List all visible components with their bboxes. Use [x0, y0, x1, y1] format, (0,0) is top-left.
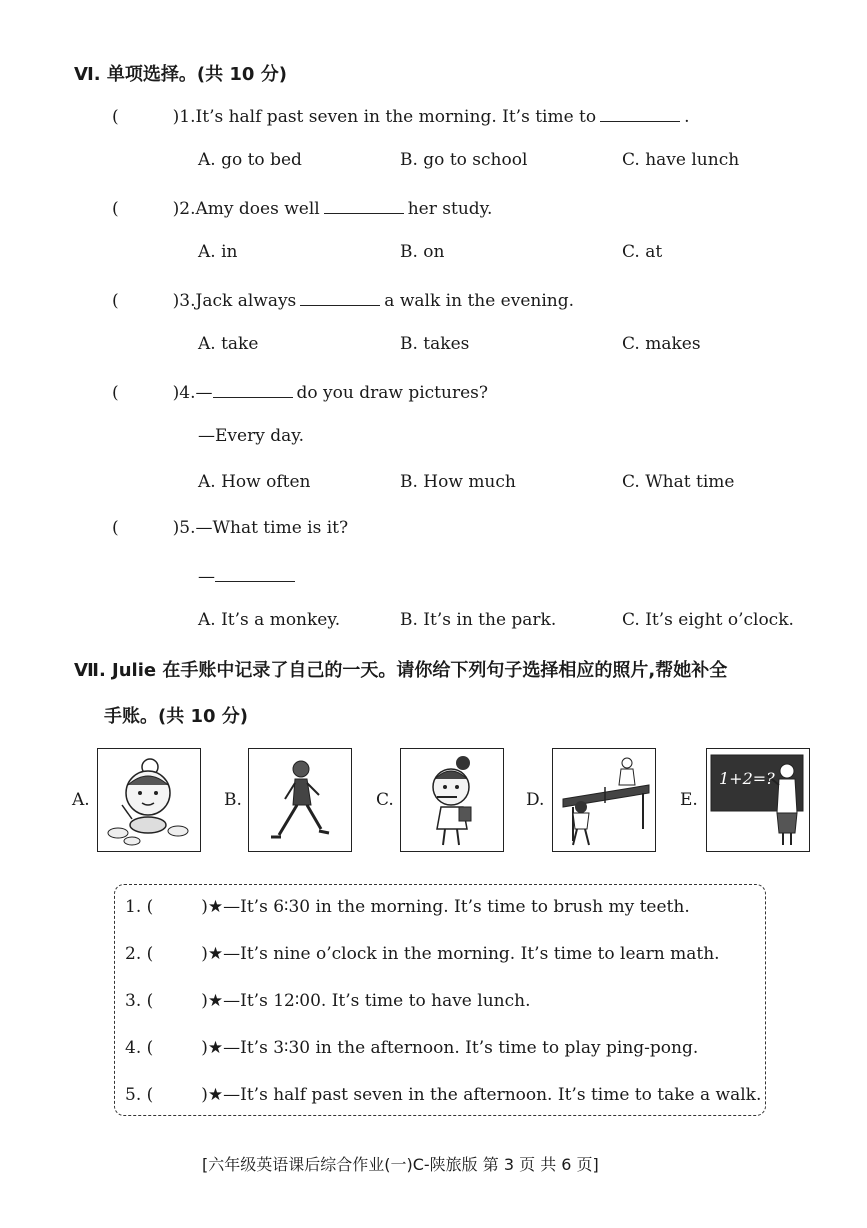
blank[interactable]	[600, 104, 680, 122]
blank[interactable]	[300, 288, 380, 306]
option-c[interactable]: C. makes	[622, 334, 701, 354]
option-a[interactable]: A. go to bed	[198, 150, 302, 170]
answer-paren[interactable]: (	[112, 291, 119, 311]
question-3: ( )3.Jack always a walk in the evening.	[112, 288, 574, 311]
section-6-title: Ⅵ. 单项选择。(共 10 分)	[74, 64, 287, 85]
page-footer: [六年级英语课后综合作业(一)C-陕旅版 第 3 页 共 6 页]	[202, 1155, 599, 1174]
journal-item-1: 1. ( )★—It’s 6∶30 in the morning. It’s time to brush my teeth.	[125, 897, 690, 917]
picture-e[interactable]	[706, 748, 810, 852]
option-c[interactable]: C. at	[622, 242, 663, 262]
girl-eating-icon	[98, 749, 199, 850]
option-a[interactable]: A. It’s a monkey.	[198, 610, 341, 630]
picture-b[interactable]	[248, 748, 352, 852]
section-7-title-cont: 手账。(共 10 分)	[104, 706, 249, 727]
option-b[interactable]: B. go to school	[400, 150, 528, 170]
blank[interactable]	[324, 196, 404, 214]
journal-item-5: 5. ( )★—It’s half past seven in the afternoon. It’s time to take a walk.	[125, 1085, 762, 1105]
picture-c[interactable]	[400, 748, 504, 852]
ping-pong-icon	[553, 749, 654, 850]
section-7-title: Ⅶ. Julie 在手账中记录了自己的一天。请你给下列句子选择相应的照片,帮她补全	[74, 660, 728, 681]
girl-brushing-teeth-icon	[401, 749, 502, 850]
option-a[interactable]: A. How often	[198, 472, 311, 492]
option-b[interactable]: B. It’s in the park.	[400, 610, 557, 630]
question-1: ( )1.It’s half past seven in the morning. It’s time to .	[112, 104, 690, 127]
picture-label-a: A.	[72, 790, 90, 810]
journal-item-3: 3. ( )★—It’s 12∶00. It’s time to have lunch.	[125, 991, 531, 1011]
blank[interactable]	[215, 564, 295, 582]
answer-paren[interactable]: (	[112, 518, 119, 538]
girl-walking-icon	[249, 749, 350, 850]
question-1-stem: It’s half past seven in the morning. It’s time to	[195, 107, 597, 127]
question-5-reply: —	[198, 564, 299, 587]
question-5: ( )5.—What time is it?	[112, 518, 349, 538]
answer-paren[interactable]: (	[112, 199, 119, 219]
picture-a[interactable]	[97, 748, 201, 852]
option-c[interactable]: C. What time	[622, 472, 735, 492]
board-text: 1+2=?	[719, 769, 775, 788]
journal-item-2: 2. ( )★—It’s nine o’clock in the morning. It’s time to learn math.	[125, 944, 720, 964]
picture-label-c: C.	[376, 790, 394, 810]
picture-label-b: B.	[224, 790, 242, 810]
option-b[interactable]: B. on	[400, 242, 445, 262]
option-b[interactable]: B. How much	[400, 472, 516, 492]
question-4-reply: —Every day.	[198, 426, 304, 446]
picture-d[interactable]	[552, 748, 656, 852]
picture-label-e: E.	[680, 790, 698, 810]
option-a[interactable]: A. take	[198, 334, 259, 354]
question-4: ( )4.— do you draw pictures?	[112, 380, 488, 403]
answer-paren[interactable]: (	[112, 383, 119, 403]
option-a[interactable]: A. in	[198, 242, 238, 262]
picture-label-d: D.	[526, 790, 545, 810]
option-c[interactable]: C. It’s eight o’clock.	[622, 610, 794, 630]
option-c[interactable]: C. have lunch	[622, 150, 740, 170]
blank[interactable]	[213, 380, 293, 398]
journal-item-4: 4. ( )★—It’s 3∶30 in the afternoon. It’s time to play ping-pong.	[125, 1038, 699, 1058]
option-b[interactable]: B. takes	[400, 334, 470, 354]
journal-box	[114, 884, 766, 1116]
teacher-math-icon	[707, 749, 808, 850]
question-2: ( )2.Amy does well her study.	[112, 196, 492, 219]
answer-paren[interactable]: (	[112, 107, 119, 127]
